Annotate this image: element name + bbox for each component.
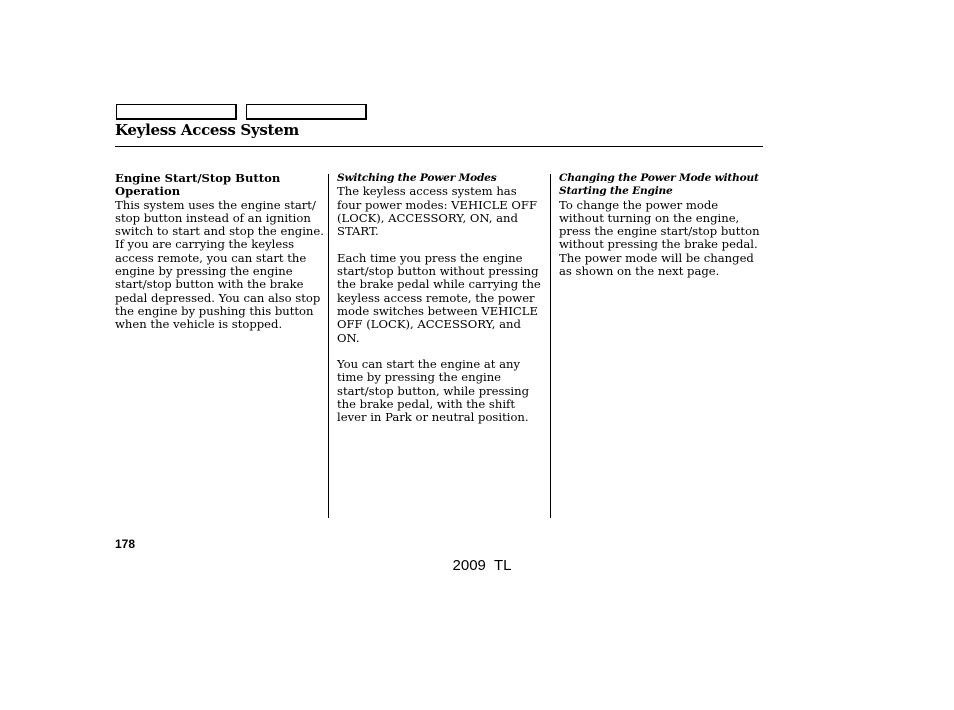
section-heading-line1: Changing the Power Mode without <box>559 172 759 184</box>
paragraph: This system uses the engine start/ stop button instead of an ignition switch to start and stop the engine. If you are carrying the keyless access remote, you can start the engine by pressing the engine start/stop button with the brake pedal depressed. You can also stop the engine by pushing this button when the vehicle is stopped. <box>115 197 324 332</box>
section-heading: Switching the Power Modes <box>337 172 497 184</box>
section-heading-line1: Engine Start/Stop Button <box>115 171 281 185</box>
page-number: 178 <box>115 537 136 551</box>
paragraph: To change the power mode without turning on the engine, press the engine start/stop button without pressing the brake pedal. The power mode will be changed as shown on the next page. <box>559 197 760 279</box>
column-engine-start-stop <box>115 172 325 332</box>
model-footer: 2009 TL <box>452 557 512 574</box>
column-switching-power-modes <box>337 172 542 425</box>
paragraph: Each time you press the engine start/stop button without pressing the brake pedal while carrying the keyless access remote, the power mode switches between VEHICLE OFF (LOCK), ACCESSORY, and ON. <box>337 250 541 345</box>
title-divider <box>115 146 763 147</box>
column-divider <box>550 174 551 518</box>
paragraph: You can start the engine at any time by pressing the engine start/stop button, while pressing the brake pedal, with the shift lever in Park or neutral position. <box>337 357 530 425</box>
section-heading-line2: Operation <box>115 184 181 199</box>
section-heading-line2: Starting the Engine <box>559 185 673 198</box>
nav-tab-next[interactable] <box>246 104 367 120</box>
paragraph: The keyless access system has four power modes: VEHICLE OFF (LOCK), ACCESSORY, ON, and START. <box>337 184 538 239</box>
nav-tab-previous[interactable] <box>116 104 237 120</box>
column-divider <box>328 174 329 518</box>
page-title: Keyless Access System <box>115 121 299 139</box>
column-changing-power-mode <box>559 172 764 278</box>
